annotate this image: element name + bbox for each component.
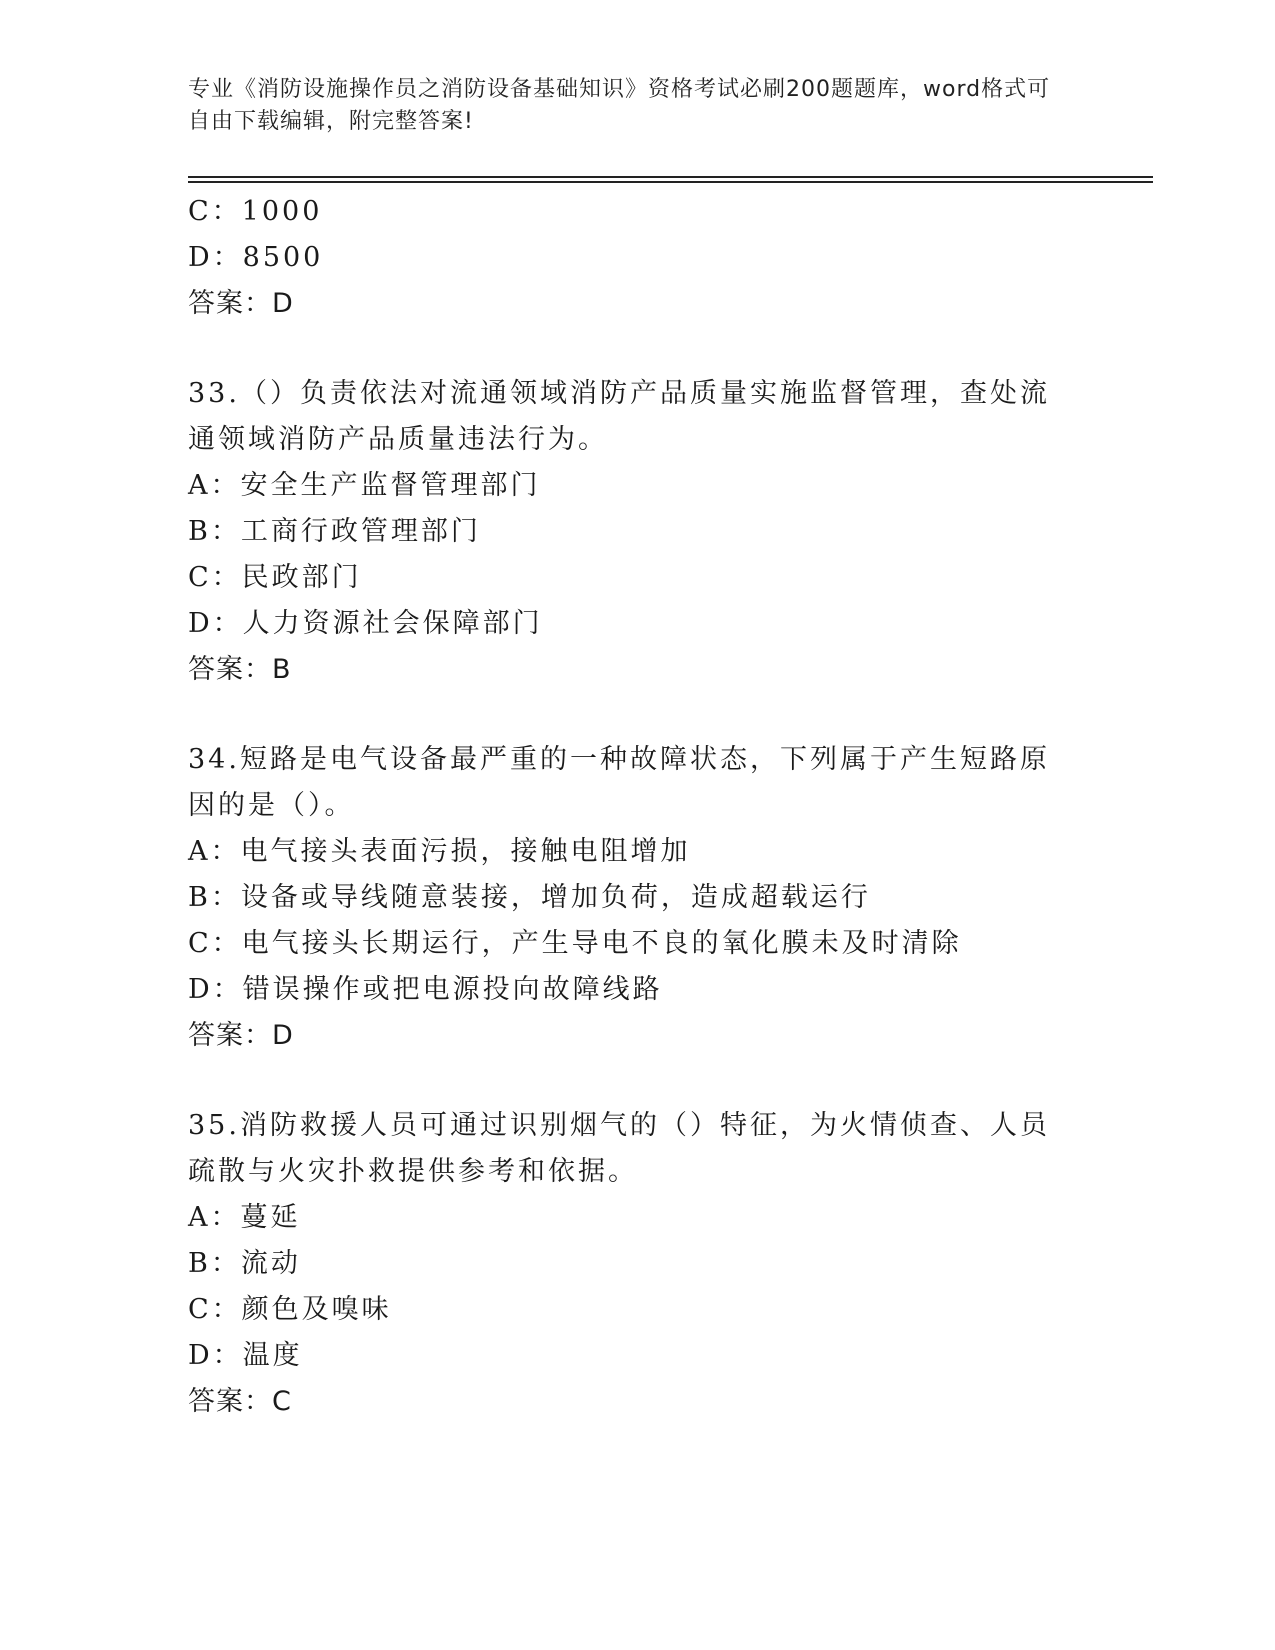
continued-question — [188, 189, 1088, 327]
spacer — [188, 327, 1088, 371]
spacer — [188, 693, 1088, 737]
option-a: A：电气接头表面污损，接触电阻增加 — [188, 836, 691, 867]
answer-line: 答案：D — [188, 288, 294, 319]
answer-line: 答案：D — [188, 1020, 294, 1051]
option-d: D：温度 — [188, 1340, 303, 1371]
header-rule-bottom — [188, 181, 1153, 183]
option-b: B：工商行政管理部门 — [188, 516, 481, 547]
option-c: C：1000 — [188, 196, 323, 227]
option-d: D：人力资源社会保障部门 — [188, 608, 543, 639]
option-b: B：流动 — [188, 1248, 301, 1279]
option-d: D：8500 — [188, 242, 324, 273]
document-body — [188, 189, 1088, 1425]
option-c: C：电气接头长期运行，产生导电不良的氧化膜未及时清除 — [188, 928, 962, 959]
question-stem: 35.消防救援人员可通过识别烟气的（）特征，为火情侦查、人员疏散与火灾扑救提供参考和依据。 — [188, 1110, 1050, 1187]
question-34 — [188, 737, 1088, 1059]
option-d: D：错误操作或把电源投向故障线路 — [188, 974, 663, 1005]
option-a: A：安全生产监督管理部门 — [188, 470, 541, 501]
question-35 — [188, 1103, 1088, 1425]
answer-line: 答案：C — [188, 1386, 292, 1417]
option-b: B：设备或导线随意装接，增加负荷，造成超载运行 — [188, 882, 871, 913]
option-a: A：蔓延 — [188, 1202, 301, 1233]
header-rule-top — [188, 176, 1153, 178]
question-33 — [188, 371, 1088, 693]
page-header: 专业《消防设施操作员之消防设备基础知识》资格考试必刷200题题库，word格式可自由下载编辑，附完整答案! — [188, 77, 1051, 134]
answer-line: 答案：B — [188, 654, 292, 685]
spacer — [188, 1059, 1088, 1103]
question-stem: 34.短路是电气设备最严重的一种故障状态，下列属于产生短路原因的是（）。 — [188, 744, 1050, 821]
option-c: C：民政部门 — [188, 562, 362, 593]
option-c: C：颜色及嗅味 — [188, 1294, 392, 1325]
question-stem: 33.（）负责依法对流通领域消防产品质量实施监督管理，查处流通领域消防产品质量违法行为。 — [188, 378, 1050, 455]
